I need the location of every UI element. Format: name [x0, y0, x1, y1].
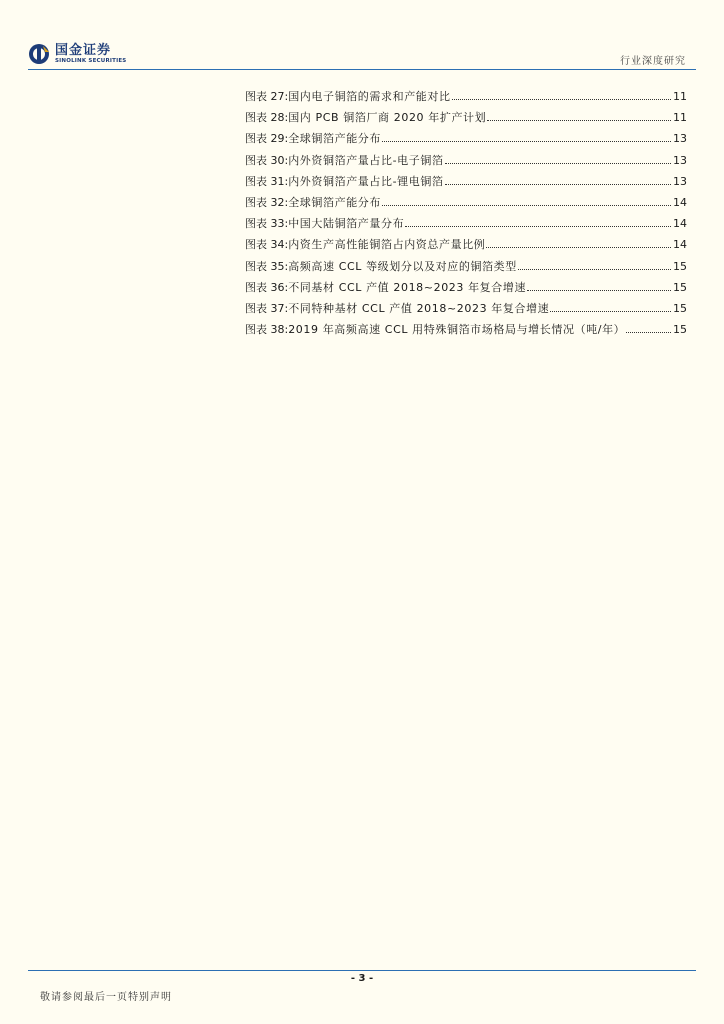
toc-entry-title: 内外资铜箔产量占比-锂电铜箔 [288, 174, 444, 188]
toc-entry-label: 图表 38: [245, 323, 289, 337]
toc-leader-dots [487, 112, 671, 121]
toc-entry-label: 图表 36: [245, 280, 289, 294]
toc-entry-label: 图表 30: [245, 153, 289, 167]
toc-entry[interactable] [245, 215, 687, 236]
toc-entry-page: 13 [673, 153, 687, 167]
toc-leader-dots [382, 197, 671, 206]
toc-leader-dots [405, 218, 671, 227]
toc-leader-dots [486, 239, 671, 248]
toc-leader-dots [527, 282, 671, 291]
toc-entry[interactable] [245, 236, 687, 257]
toc-entry-label: 图表 33: [245, 217, 289, 231]
toc-entry[interactable] [245, 321, 687, 342]
header-divider [28, 69, 696, 70]
toc-entry-title: 全球铜箔产能分布 [288, 132, 382, 146]
toc-entry-label: 图表 34: [245, 238, 289, 252]
toc-entry[interactable] [245, 300, 687, 321]
toc-entry[interactable] [245, 173, 687, 194]
report-type: 行业深度研究 [620, 56, 686, 67]
toc-entry-title: 中国大陆铜箔产量分布 [288, 217, 405, 231]
figure-table-of-contents [245, 88, 687, 342]
toc-leader-dots [445, 176, 671, 185]
toc-entry-label: 图表 27: [245, 90, 289, 103]
toc-entry-label: 图表 29: [245, 132, 289, 146]
toc-entry-label: 图表 32: [245, 195, 289, 209]
toc-leader-dots [452, 91, 671, 100]
toc-entry[interactable] [245, 258, 687, 279]
toc-entry[interactable] [245, 130, 687, 151]
logo-english-name: SINOLINK SECURITIES [55, 57, 127, 64]
toc-entry-page: 14 [673, 217, 687, 231]
toc-entry-title: 不同基材 CCL 产值 2018~2023 年复合增速 [288, 280, 527, 294]
page-header [0, 0, 724, 72]
footer-divider [28, 970, 696, 971]
toc-entry-page: 13 [673, 174, 687, 188]
footer-disclaimer: 敬请参阅最后一页特别声明 [40, 992, 172, 1003]
toc-entry-title: 内外资铜箔产量占比-电子铜箔 [288, 153, 444, 167]
toc-entry[interactable] [245, 279, 687, 300]
toc-leader-dots [518, 261, 671, 270]
toc-leader-dots [382, 133, 671, 142]
toc-entry-title: 2019 年高频高速 CCL 用特殊铜箔市场格局与增长情况（吨/年） [288, 323, 626, 337]
toc-entry-page: 15 [673, 259, 687, 273]
company-logo [28, 41, 126, 67]
toc-entry-page: 11 [673, 90, 687, 103]
toc-entry-label: 图表 35: [245, 259, 289, 273]
toc-entry[interactable] [245, 194, 687, 215]
toc-entry-page: 14 [673, 238, 687, 252]
logo-mark-icon [28, 43, 50, 65]
toc-leader-dots [445, 155, 671, 164]
toc-entry-label: 图表 31: [245, 174, 289, 188]
toc-entry[interactable] [245, 88, 687, 109]
toc-entry-title: 全球铜箔产能分布 [288, 195, 382, 209]
toc-entry-page: 11 [673, 111, 687, 125]
toc-entry-page: 13 [673, 132, 687, 146]
toc-leader-dots [626, 324, 671, 333]
toc-entry-title: 国内电子铜箔的需求和产能对比 [288, 90, 451, 103]
toc-leader-dots [550, 303, 671, 312]
toc-entry-title: 内资生产高性能铜箔占内资总产量比例 [288, 238, 486, 252]
logo-chinese-name: 国金证券 [55, 42, 112, 58]
toc-entry-label: 图表 37: [245, 301, 289, 315]
toc-entry-page: 15 [673, 301, 687, 315]
toc-entry-page: 15 [673, 280, 687, 294]
toc-entry[interactable] [245, 109, 687, 130]
toc-entry-page: 15 [673, 323, 687, 337]
toc-entry-title: 国内 PCB 铜箔厂商 2020 年扩产计划 [288, 111, 487, 125]
toc-entry-page: 14 [673, 195, 687, 209]
toc-entry-label: 图表 28: [245, 111, 289, 125]
toc-entry-title: 高频高速 CCL 等级划分以及对应的铜箔类型 [288, 259, 517, 273]
toc-entry[interactable] [245, 152, 687, 173]
page-number: - 3 - [350, 973, 374, 984]
toc-entry-title: 不同特种基材 CCL 产值 2018~2023 年复合增速 [288, 301, 550, 315]
